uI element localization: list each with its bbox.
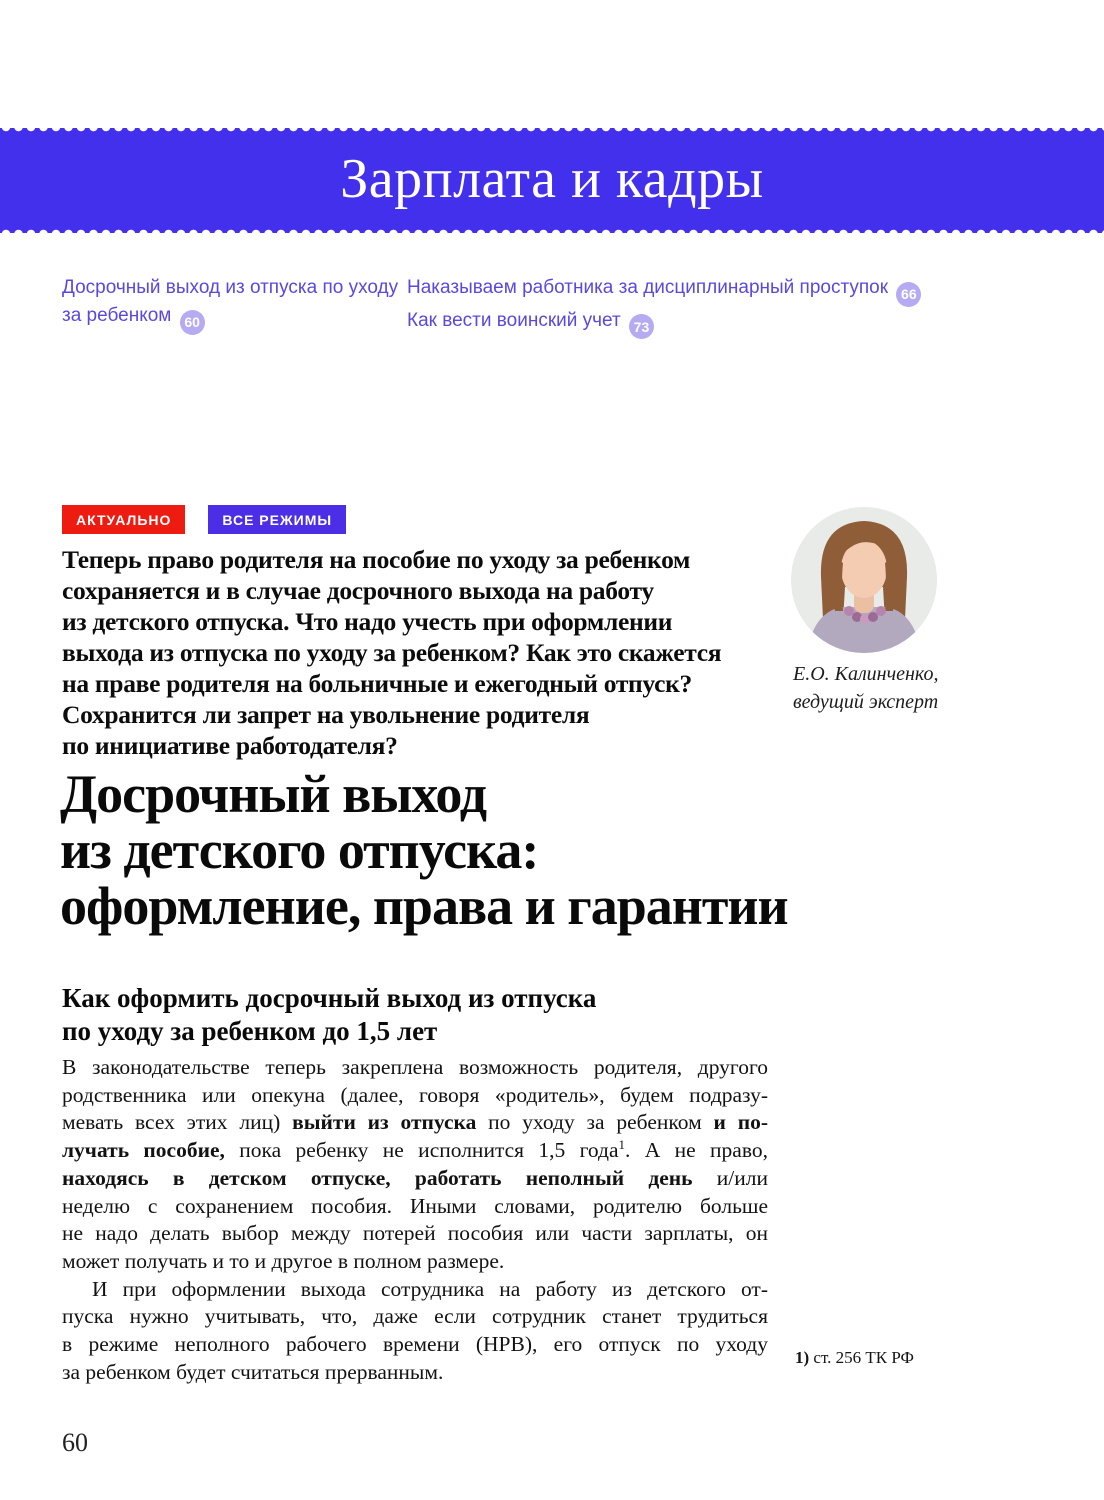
section-title: Зарплата и кадры	[340, 148, 764, 210]
lead-line: Сохранится ли запрет на увольнение родителя	[62, 700, 590, 729]
lead-line: Теперь право родителя на пособие по уходу за ребенком	[62, 545, 691, 574]
author-caption-line: ведущий эксперт	[793, 691, 939, 713]
body-line: находясь в детском отпуске, работать неполный день и/или	[62, 1165, 768, 1190]
section-heading-line: по уходу за ребенком до 1,5 лет	[62, 1016, 438, 1046]
toc-column-left	[62, 274, 422, 335]
headline-line: Досрочный выход	[60, 764, 487, 824]
body-line: неделю с сохранением пособия. Иными словами, родителю больше	[62, 1193, 768, 1218]
section-banner	[0, 128, 1104, 233]
lead-line: сохраняется и в случае досрочного выхода на работу	[62, 576, 654, 605]
article-body	[62, 1054, 768, 1386]
section-heading-line: Как оформить досрочный выход из отпуска	[62, 983, 597, 1013]
author-photo	[791, 507, 937, 653]
page-badge: 73	[629, 314, 654, 339]
author-caption-line: Е.О. Калинченко,	[793, 663, 939, 685]
section-heading	[62, 982, 782, 1048]
toc-entry[interactable]: за ребенком 60	[62, 302, 422, 335]
tag-row	[62, 505, 346, 534]
headline-line: оформление, права и гарантии	[60, 876, 788, 936]
toc-column-right	[407, 274, 987, 339]
body-line: В законодательстве теперь закреплена возможность родителя, другого	[62, 1055, 768, 1079]
toc-entry[interactable]: Наказываем работника за дисциплинарный проступок 66	[407, 274, 987, 307]
headline-line: из детского отпуска:	[60, 820, 539, 880]
body-line: родственника или опекуна (далее, говоря «родитель», будем подразу-	[62, 1082, 768, 1107]
body-line: за ребенком будет считаться прерванным.	[62, 1359, 444, 1384]
lead-line: выхода из отпуска по уходу за ребенком? Как это скажется	[62, 638, 722, 667]
tag-actual: АКТУАЛЬНО	[62, 505, 185, 534]
body-line: лучать пособие, пока ребенку не исполнится 1,5 года$^1$. А не право,	[62, 1136, 768, 1163]
article-lead	[62, 544, 752, 761]
toc-entry[interactable]: Как вести воинский учет 73	[407, 307, 987, 340]
body-line: в режиме неполного рабочего времени (НРВ), его отпуск по уходу	[62, 1332, 768, 1357]
author-caption	[793, 660, 939, 716]
paragraph-1	[62, 1054, 768, 1276]
footnote-line: 1) ст. 256 ТК РФ	[795, 1348, 914, 1367]
body-line: может получать и то и другое в полном размере.	[62, 1248, 505, 1273]
footnote	[795, 1347, 914, 1369]
lead-line: на праве родителя на больничные и ежегодный отпуск?	[62, 669, 692, 698]
portrait-illustration	[791, 507, 937, 653]
body-line: мевать всех этих лиц) выйти из отпуска по уходу за ребенком и по-	[62, 1110, 769, 1135]
page-badge: 66	[896, 282, 921, 307]
body-line: не надо делать выбор между потерей пособия или части зарплаты, он	[62, 1221, 768, 1246]
body-line: И при оформлении выхода сотрудника на работу из детского от-	[92, 1276, 768, 1301]
lead-line: из детского отпуска. Что надо учесть при оформлении	[62, 607, 673, 636]
body-line: пуска нужно учитывать, что, даже если сотрудник станет трудиться	[62, 1304, 768, 1329]
lead-line: по инициативе работодателя?	[62, 731, 398, 760]
paragraph-2	[62, 1276, 768, 1387]
article-headline	[60, 766, 960, 934]
toc-entry[interactable]: Досрочный выход из отпуска по уходу	[62, 277, 399, 298]
page-badge: 60	[180, 310, 205, 335]
tag-all-regimes: ВСЕ РЕЖИМЫ	[208, 505, 346, 534]
page-number: 60	[62, 1428, 88, 1457]
